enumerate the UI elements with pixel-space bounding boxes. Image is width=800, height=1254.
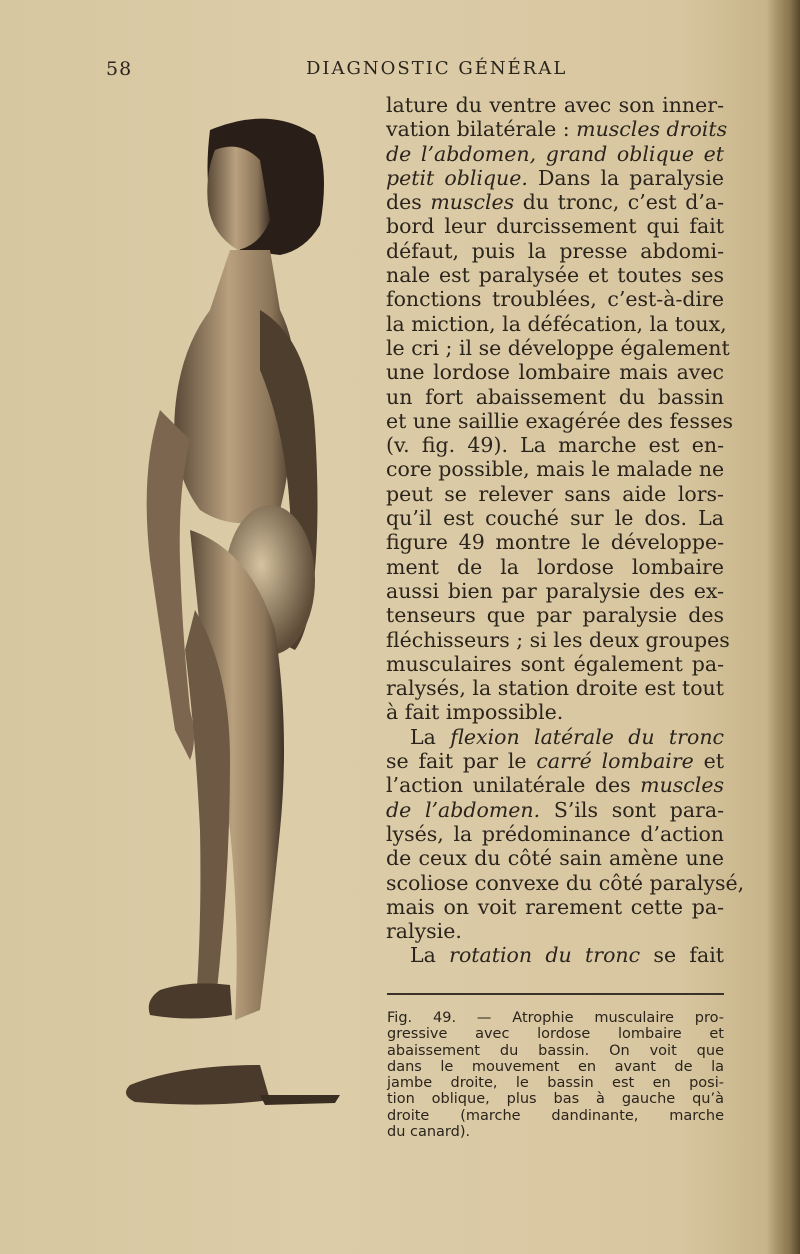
figure-caption — [387, 1010, 724, 1140]
caption-line: abaissement du bassin. On voit que — [387, 1042, 724, 1059]
text-line: core possible, mais le malade ne — [386, 457, 725, 482]
text-line: une lordose lombaire mais avec — [386, 360, 724, 385]
caption-line: gressive avec lordose lombaire et — [387, 1026, 724, 1043]
text-line: lature du ventre avec son inner- — [386, 93, 724, 117]
text-line: La rotation du tronc se fait — [410, 943, 724, 968]
caption-line: du canard). — [387, 1124, 471, 1141]
text-line: de l’abdomen. S’ils sont para- — [386, 797, 724, 822]
text-line: qu’il est couché sur le dos. La — [386, 506, 724, 531]
text-line: (v. fig. 49). La marche est en- — [386, 433, 724, 458]
caption-line: droite (marche dandinante, marche — [387, 1107, 724, 1124]
text-line: nale est paralysée et toutes ses — [386, 263, 724, 288]
body-text — [386, 93, 745, 968]
caption-line: jambe droite, le bassin est en posi- — [387, 1075, 724, 1092]
text-line: et une saillie exagérée des fesses — [386, 408, 734, 433]
text-line: de l’abdomen, grand oblique et — [386, 141, 724, 166]
text-line: des muscles du tronc, c’est d’a- — [386, 190, 724, 215]
caption-line: Fig. 49. — Atrophie musculaire pro- — [387, 1010, 724, 1026]
page-edge-shadow — [766, 0, 800, 1254]
text-line: fléchisseurs ; si les deux groupes — [386, 627, 730, 652]
text-line: se fait par le carré lombaire et — [386, 749, 725, 774]
text-line: ralysie. — [386, 919, 462, 944]
text-line: aussi bien par paralysie des ex- — [386, 578, 724, 603]
text-line: à fait impossible. — [386, 700, 564, 725]
text-line: défaut, puis la presse abdomi- — [386, 238, 724, 263]
text-line: l’action unilatérale des muscles — [386, 773, 724, 798]
text-line: de ceux du côté sain amène une — [386, 846, 724, 871]
text-line: tenseurs que par paralysie des — [386, 603, 724, 628]
text-line: ment de la lordose lombaire — [386, 554, 724, 579]
text-line: un fort abaissement du bassin — [386, 384, 724, 409]
text-line: la miction, la défécation, la toux, — [386, 311, 727, 336]
text-line: La flexion latérale du tronc — [410, 724, 724, 749]
text-line: fonctions troublées, c’est-à-dire — [386, 287, 724, 312]
figure-photo-icon — [120, 110, 360, 1120]
text-line: bord leur durcissement qui fait — [386, 214, 724, 239]
text-line: le cri ; il se développe également — [386, 335, 730, 360]
running-title: DIAGNOSTIC GÉNÉRAL — [306, 58, 568, 79]
text-line: figure 49 montre le développe- — [386, 530, 724, 555]
caption-divider — [387, 993, 724, 995]
text-line: mais on voit rarement cette pa- — [386, 894, 724, 919]
caption-line: tion oblique, plus bas à gauche qu’à — [387, 1091, 724, 1108]
text-line: petit oblique. Dans la paralysie — [386, 165, 725, 190]
text-line: ralysés, la station droite est tout — [386, 676, 724, 701]
caption-line: dans le mouvement en avant de la — [387, 1058, 724, 1075]
text-line: lysés, la prédominance d’action — [386, 821, 724, 846]
page-number: 58 — [106, 58, 133, 80]
text-line: peut se relever sans aide lors- — [386, 481, 724, 506]
text-line: vation bilatérale : muscles droits — [386, 117, 728, 142]
text-line: musculaires sont également pa- — [386, 651, 724, 676]
text-line: scoliose convexe du côté paralysé, — [386, 870, 745, 895]
